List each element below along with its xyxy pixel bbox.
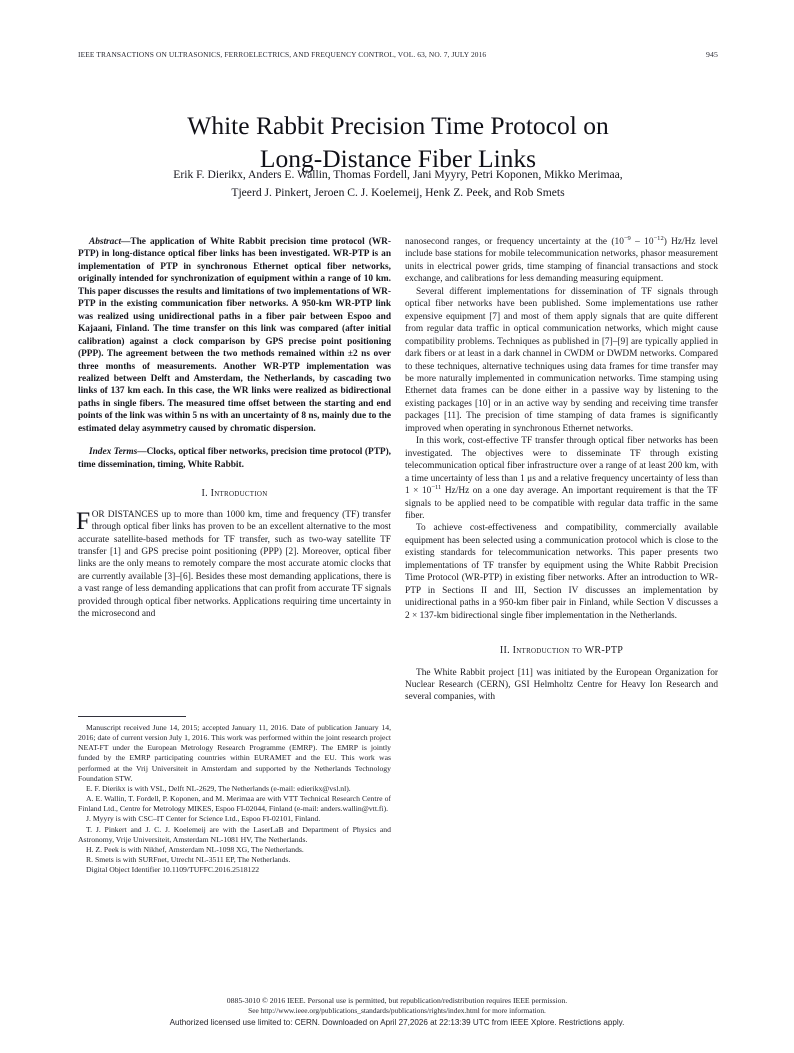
author-list [78, 166, 718, 202]
footnote-item: H. Z. Peek is with Nikhef, Amsterdam NL-1098 XG, The Netherlands. [86, 844, 304, 854]
introduction-paragraph-text: OR DISTANCES up to more than 1000 km, time and frequency (TF) transfer through optical fiber links has proven to be an excellent alternative to the most accurate satellite-based methods for TF transfer, such as two-way satellite TF transfer [1] and GPS precise point positioning (PPP) [2]. Moreover, optical fiber links are the only means to remotely compare the most accurate atomic clocks that are currently available [3]–[6]. Besides these most demanding applications, there is a vast range of less demanding applications that can profit from accurate TF signals provided through optical fiber networks. Applications requiring time uncertainty in the microsecond and [78, 509, 391, 620]
right-column [405, 236, 718, 704]
title-line-2: Long-Distance Fiber Links [259, 144, 537, 174]
right-paragraph-3 [405, 435, 718, 522]
right-paragraph-4: To achieve cost-effectiveness and compatibility, commercially available equipment has been selected using a communication protocol which is close to the existing standards for telecommunication networks. This paper presents two implementations of TF transfer by equipment using the White Rabbit Precision Time Protocol (WR-PTP) in existing fiber networks. After an introduction to WR-PTP in Sections II and III, Section IV discusses an implementation by unidirectional paths in a 950-km fiber pair in Finland, while Section V discusses a 2 × 137-km bidirectional single fiber implementation in the Netherlands. [405, 523, 718, 621]
rp3-exponent: −11 [431, 483, 442, 491]
footnote-item: Digital Object Identifier 10.1109/TUFFC.2016.2518122 [86, 865, 260, 875]
title-line-1: White Rabbit Precision Time Protocol on [187, 111, 609, 141]
index-terms-body: Clocks, optical fiber networks, precision time protocol (PTP), time dissemination, timing, White Rabbit. [78, 447, 391, 470]
footnote-separator-rule [78, 716, 186, 717]
footnote-block [78, 723, 391, 875]
right-paragraph-5: The White Rabbit project [11] was initiated by the European Organization for Nuclear Research (CERN), GSI Helmholtz Centre for Heavy Ion Research and several companies, with [405, 667, 718, 703]
rights-url-line: See http://www.ieee.org/publications_standards/publications/rights/index.html for more information. [248, 1006, 546, 1015]
download-license-line: Authorized licensed use limited to: CERN. Downloaded on April 27,2026 at 22:13:39 UTC from IEEE Xplore. Restrictions apply. [169, 1017, 625, 1027]
right-paragraph-1 [405, 236, 718, 286]
running-head [78, 50, 718, 59]
footnote-item: A. E. Wallin, T. Fordell, P. Koponen, and M. Merimaa are with VTT Technical Research Centre of Finland Ltd., Centre for Metrology MIKES, Espoo FI-02044, Finland (e-mail: anders.wallin@vtt.fi). [78, 794, 391, 814]
rp3-part-a: In this work, cost-effective TF transfer through optical fiber networks has been investigated. The objectives were to disseminate TF through existing telecommunication optical fiber infrastructure over a range of at least 200 km, with a time uncertainty of less than 1 μs and a relative frequency uncertainty of less than 1 × 10 [405, 436, 718, 497]
rp3-part-b: Hz/Hz on a one day average. An important requirement is that the TF signals to be applied need to be compatible with regular data traffic in the same fiber. [405, 486, 719, 521]
footnote-item: T. J. Pinkert and J. C. J. Koelemeij are with the LaserLaB and Department of Physics and Astronomy, Vrije Universiteit, Amsterdam NL-1081 HV, The Netherlands. [78, 824, 391, 844]
author-line-2: Tjeerd J. Pinkert, Jeroen C. J. Koelemeij, Henk Z. Peek, and Rob Smets [231, 186, 565, 199]
rp1-exponent-1: −9 [623, 234, 631, 242]
index-terms-label: Index Terms [89, 447, 138, 458]
section-heading-introduction: I. Introduction [201, 488, 268, 500]
footnote-item: J. Myyry is with CSC–IT Center for Science Ltd., Espoo FI-02101, Finland. [86, 814, 321, 824]
index-terms-dash: — [137, 447, 147, 458]
copyright-line: 0885-3010 © 2016 IEEE. Personal use is permitted, but republication/redistribution requires IEEE permission. [226, 996, 568, 1005]
abstract-label: Abstract [89, 237, 122, 247]
page-footer [0, 995, 794, 1028]
abstract-dash: — [121, 237, 131, 247]
footnote-item: Manuscript received June 14, 2015; accepted January 11, 2016. Date of publication January 14, 2016; date of current version July 1, 2016. This work was performed within the joint research project NEAT-FT under the European Metrology Research Programme (EMRP). The EMRP is jointly funded by the EMRP participating countries within EURAMET and the EU. This work was performed at the Vrij Universiteit in Amsterdam and supported by the Netherlands Technology Foundation STW. [78, 723, 391, 783]
rp1-part-b: – 10 [630, 237, 654, 247]
journal-citation-line: IEEE TRANSACTIONS ON ULTRASONICS, FERROELECTRICS, AND FREQUENCY CONTROL, VOL. 63, NO. 7, JULY 2016 [78, 50, 487, 59]
index-terms-paragraph [78, 446, 391, 471]
introduction-first-paragraph [76, 505, 391, 621]
footnote-item: E. F. Dierikx is with VSL, Delft NL-2629, The Netherlands (e-mail: edierikx@vsl.nl). [86, 783, 351, 793]
left-column [78, 236, 391, 621]
rp1-part-a: nanosecond ranges, or frequency uncertainty at the (10 [405, 237, 624, 247]
abstract-body: The application of White Rabbit precision time protocol (WR-PTP) in long-distance optical fiber links has been investigated. WR-PTP is an implementation of PTP in synchronous Ethernet optical fiber networks, originally intended for synchronization of equipment within a range of 10 km. This paper discusses the results and limitations of two implementations of WR-PTP in the existing communication fiber networks. A 950-km WR-PTP link was realized using unidirectional paths in a fiber pair between Espoo and Kajaani, Finland. The time transfer on this link was compared (after initial calibration) against a clock comparison by GPS precise point positioning (PPP). The agreement between the two methods remained within ±2 ns over three months of measurements. Another WR-PTP implementation was realized between Delft and Amsterdam, the Netherlands, by cascading two links of 137 km each. In this case, the WR links were realized as bidirectional paths in single fibers. The measured time offset between the starting and end points of the link was within 5 ns with an uncertainty of 8 ns, mainly due to the estimated delay asymmetry caused by chromatic dispersion. [78, 237, 391, 434]
rp1-exponent-2: −12 [653, 234, 664, 242]
right-paragraph-2: Several different implementations for dissemination of TF signals through optical fiber networks have been published. Some implementations use rather expensive equipment [7] and most of them apply signals that are quite different from regular data traffic in optical communication networks, which might cause compatibility problems. Techniques as published in [7]–[9] are typically applied in dark fibers or at least in a dark channel in CWDM or DWDM networks. Compared to these techniques, alternative techniques using data frames for time transfer may be more naturally implemented in communication networks. Time stamping using Ethernet data frames can be done either in a passive way by listening to the existing packages [10] or in an active way by sending and receiving time transfer packages [11]. The precision of time stamping of data frames is significantly improved when operating in synchronous Ethernet networks. [405, 286, 718, 434]
page-number: 945 [705, 50, 718, 59]
abstract-paragraph [78, 236, 391, 435]
footnote-item: R. Smets is with SURFnet, Utrecht NL-3511 EP, The Netherlands. [86, 855, 291, 865]
section-heading-introduction-to-wrptp: II. Introduction to WR-PTP [499, 645, 624, 657]
rp1-part-c: ) Hz/Hz level include base stations for mobile telecommunication networks, phasor measurement units in electrical power grids, time stamping of financial transactions and stock exchange, and calibrations for less demanding measuring equipment. [405, 237, 719, 285]
author-line-1: Erik F. Dierikx, Anders E. Wallin, Thomas Fordell, Jani Myyry, Petri Koponen, Mikko Merimaa, [173, 168, 623, 181]
drop-cap-letter: F [76, 505, 91, 535]
